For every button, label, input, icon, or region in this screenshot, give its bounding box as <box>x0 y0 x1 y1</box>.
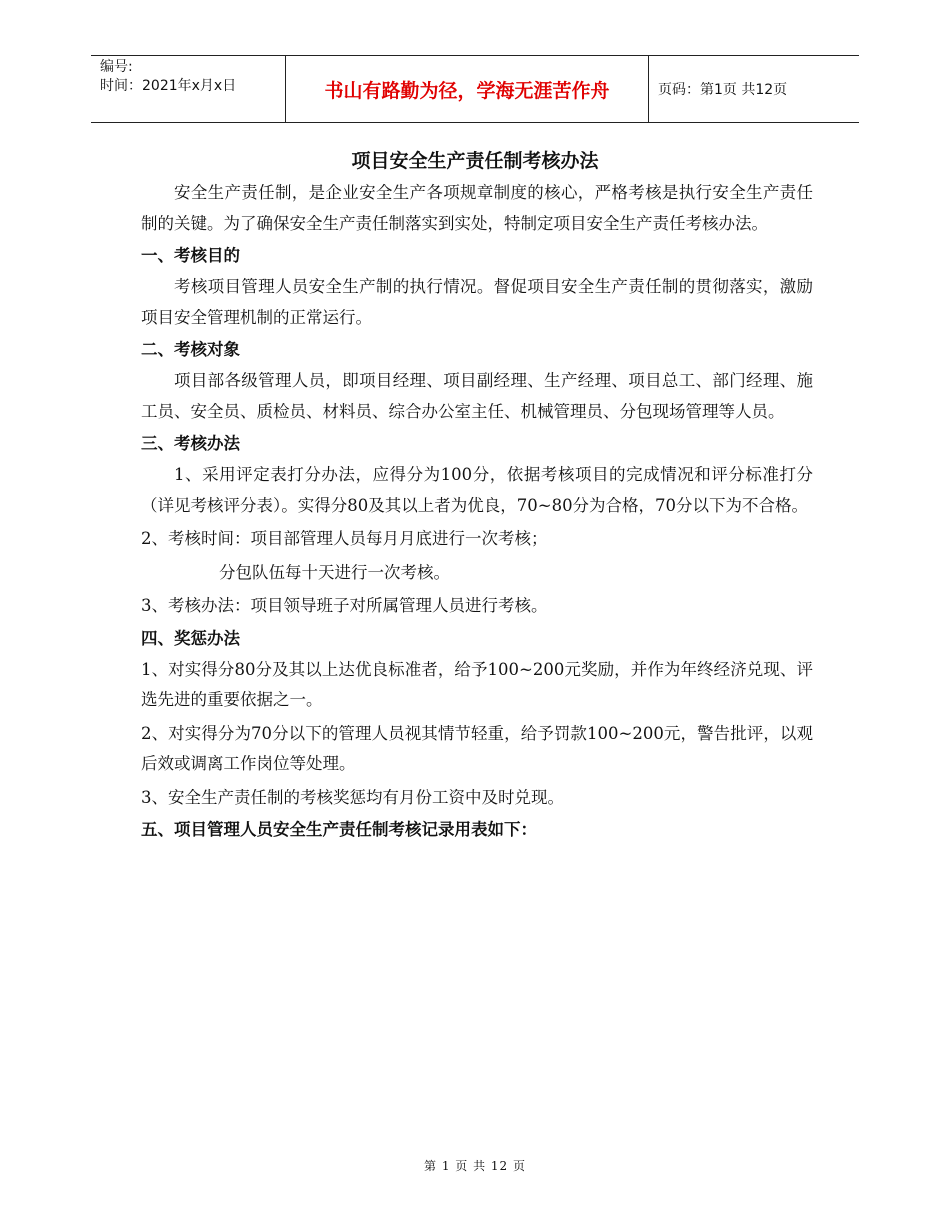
header-meta <box>100 58 236 96</box>
section-body-targets: 项目部各级管理人员，即项目经理、项目副经理、生产经理、项目总工、部门经理、施工员、安全员、质检员、材料员、综合办公室主任、机械管理员、分包现场管理等人员。 <box>141 371 813 421</box>
rewards-item-2: 2、对实得分为70分以下的管理人员视其情节轻重，给予罚款100~200元，警告批评，以观后效或调离工作岗位等处理。 <box>141 723 813 773</box>
document-title: 项目安全生产责任制考核办法 <box>351 150 599 172</box>
section-heading-method: 三、考核办法 <box>141 434 240 453</box>
method-item-2-continued: 分包队伍每十天进行一次考核。 <box>219 562 450 582</box>
method-item-3: 3、考核办法：项目领导班子对所属管理人员进行考核。 <box>141 596 548 615</box>
document-body <box>141 178 813 846</box>
method-item-2: 2、考核时间：项目部管理人员每月月底进行一次考核； <box>141 529 548 548</box>
time-label: 时间：2021年x月x日 <box>100 78 237 94</box>
section-heading-rewards: 四、奖惩办法 <box>141 628 240 648</box>
header-motto: 书山有路勤为径，学海无涯苦作舟 <box>324 79 610 102</box>
header-divider <box>648 56 649 122</box>
section-body-purpose: 考核项目管理人员安全生产制的执行情况。督促项目安全生产责任制的贯彻落实，激励项目安全管理机制的正常运行。 <box>141 277 813 327</box>
intro-paragraph: 安全生产责任制，是企业安全生产各项规章制度的核心，严格考核是执行安全生产责任制的关键。为了确保安全生产责任制落实到实处，特制定项目安全生产责任考核办法。 <box>141 183 813 233</box>
page-footer: 第 1 页 共 12 页 <box>424 1159 526 1173</box>
section-heading-targets: 二、考核对象 <box>141 340 240 359</box>
section-heading-record-table: 五、项目管理人员安全生产责任制考核记录用表如下： <box>141 820 537 839</box>
rewards-item-1: 1、对实得分80分及其以上达优良标准者，给予100~200元奖励，并作为年终经济兑现、评选先进的重要依据之一。 <box>141 659 813 709</box>
page-header <box>91 55 859 123</box>
rewards-item-3: 3、安全生产责任制的考核奖惩均有月份工资中及时兑现。 <box>141 787 564 807</box>
section-heading-purpose: 一、考核目的 <box>141 246 240 265</box>
number-label: 编号: <box>100 59 133 75</box>
header-page-number: 页码：第1页 共12页 <box>658 82 788 98</box>
method-item-1: 1、采用评定表打分办法，应得分为100分，依据考核项目的完成情况和评分标准打分（详见考核评分表）。实得分80及其以上者为优良，70~80分为合格，70分以下为不合格。 <box>141 465 813 515</box>
